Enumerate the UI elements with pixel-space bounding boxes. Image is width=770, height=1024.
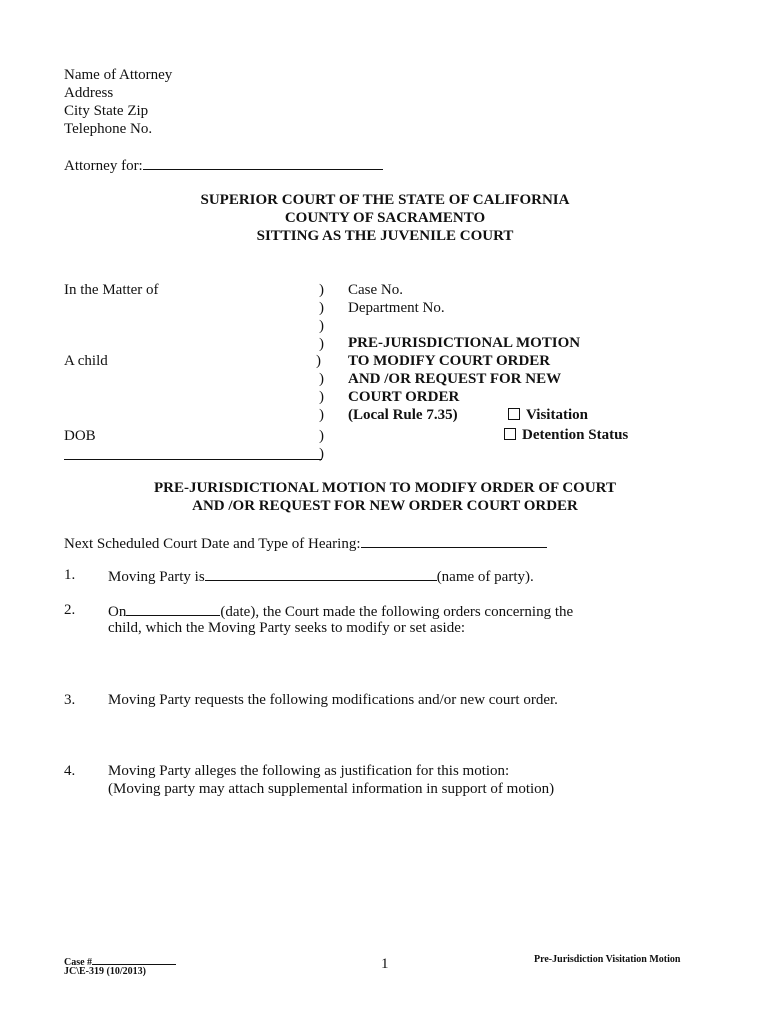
attorney-for-row [64, 155, 383, 175]
item1-row [108, 566, 534, 586]
item2-line2: child, which the Moving Party seeks to modify or set aside: [108, 620, 466, 636]
item4-line2: (Moving party may attach supplemental information in support of motion) [108, 781, 555, 797]
detention-status-label: Detention Status [522, 427, 629, 443]
attorney-city-state-zip: City State Zip [64, 103, 149, 119]
item2-number: 2. [64, 602, 76, 618]
department-no-label: Department No. [348, 300, 445, 316]
attorney-for-field[interactable] [143, 155, 383, 170]
visitation-option[interactable] [508, 406, 588, 424]
detention-status-option[interactable] [504, 426, 628, 444]
footer-form-number: JC\E-319 (10/2013) [64, 966, 146, 977]
caption-underline [64, 452, 322, 460]
item2-prefix: On [108, 604, 127, 620]
court-header-line1: SUPERIOR COURT OF THE STATE OF CALIFORNIA [200, 192, 570, 208]
local-rule-label: (Local Rule 7.35) [348, 407, 458, 423]
footer-form-title: Pre-Jurisdiction Visitation Motion [534, 954, 681, 965]
attorney-telephone: Telephone No. [64, 121, 153, 137]
footer-case-label: Case # [64, 957, 93, 968]
item1-prefix: Moving Party is [108, 569, 205, 585]
visitation-checkbox[interactable] [508, 408, 520, 420]
page-number: 1 [381, 956, 389, 972]
caption-paren: ) [319, 446, 324, 462]
next-court-date-label: Next Scheduled Court Date and Type of Hearing: [64, 536, 361, 552]
caption-paren: ) [319, 428, 324, 444]
caption-paren: ) [319, 300, 324, 316]
motion-title-line2: AND /OR REQUEST FOR NEW ORDER COURT ORDER [192, 498, 578, 514]
item3-number: 3. [64, 692, 76, 708]
caption-paren: ) [319, 336, 324, 352]
attorney-for-label: Attorney for: [64, 158, 143, 174]
next-court-date-row [64, 533, 547, 553]
caption-paren: ) [316, 353, 321, 369]
motion-caption-line3: AND /OR REQUEST FOR NEW [348, 371, 562, 387]
item2-suffix: (date), the Court made the following orders concerning the [220, 604, 574, 620]
in-the-matter-of: In the Matter of [64, 282, 159, 298]
motion-caption-line2: TO MODIFY COURT ORDER [348, 353, 551, 369]
case-no-label: Case No. [348, 282, 403, 298]
item1-number: 1. [64, 567, 76, 583]
attorney-name: Name of Attorney [64, 67, 173, 83]
item4-number: 4. [64, 763, 76, 779]
dob-label: DOB [64, 428, 96, 444]
order-date-field[interactable] [126, 601, 220, 616]
footer-case-field[interactable] [92, 954, 176, 965]
a-child-label: A child [64, 353, 108, 369]
caption-paren: ) [319, 371, 324, 387]
visitation-label: Visitation [526, 407, 588, 423]
caption-paren: ) [319, 389, 324, 405]
item2-row [108, 601, 573, 621]
moving-party-field[interactable] [205, 566, 437, 581]
court-header-line2: COUNTY OF SACRAMENTO [284, 210, 486, 226]
next-court-date-field[interactable] [361, 533, 547, 548]
item1-suffix: (name of party). [436, 569, 534, 585]
item4-line1: Moving Party alleges the following as justification for this motion: [108, 763, 510, 779]
caption-paren: ) [319, 407, 324, 423]
motion-caption-line1: PRE-JURISDICTIONAL MOTION [348, 335, 581, 351]
motion-title-line1: PRE-JURISDICTIONAL MOTION TO MODIFY ORDER OF COURT [153, 480, 616, 496]
motion-caption-line4: COURT ORDER [348, 389, 460, 405]
attorney-address: Address [64, 85, 114, 101]
caption-paren: ) [319, 282, 324, 298]
caption-paren: ) [319, 318, 324, 334]
court-header-line3: SITTING AS THE JUVENILE COURT [256, 228, 514, 244]
detention-status-checkbox[interactable] [504, 428, 516, 440]
item3-text: Moving Party requests the following modifications and/or new court order. [108, 692, 558, 708]
